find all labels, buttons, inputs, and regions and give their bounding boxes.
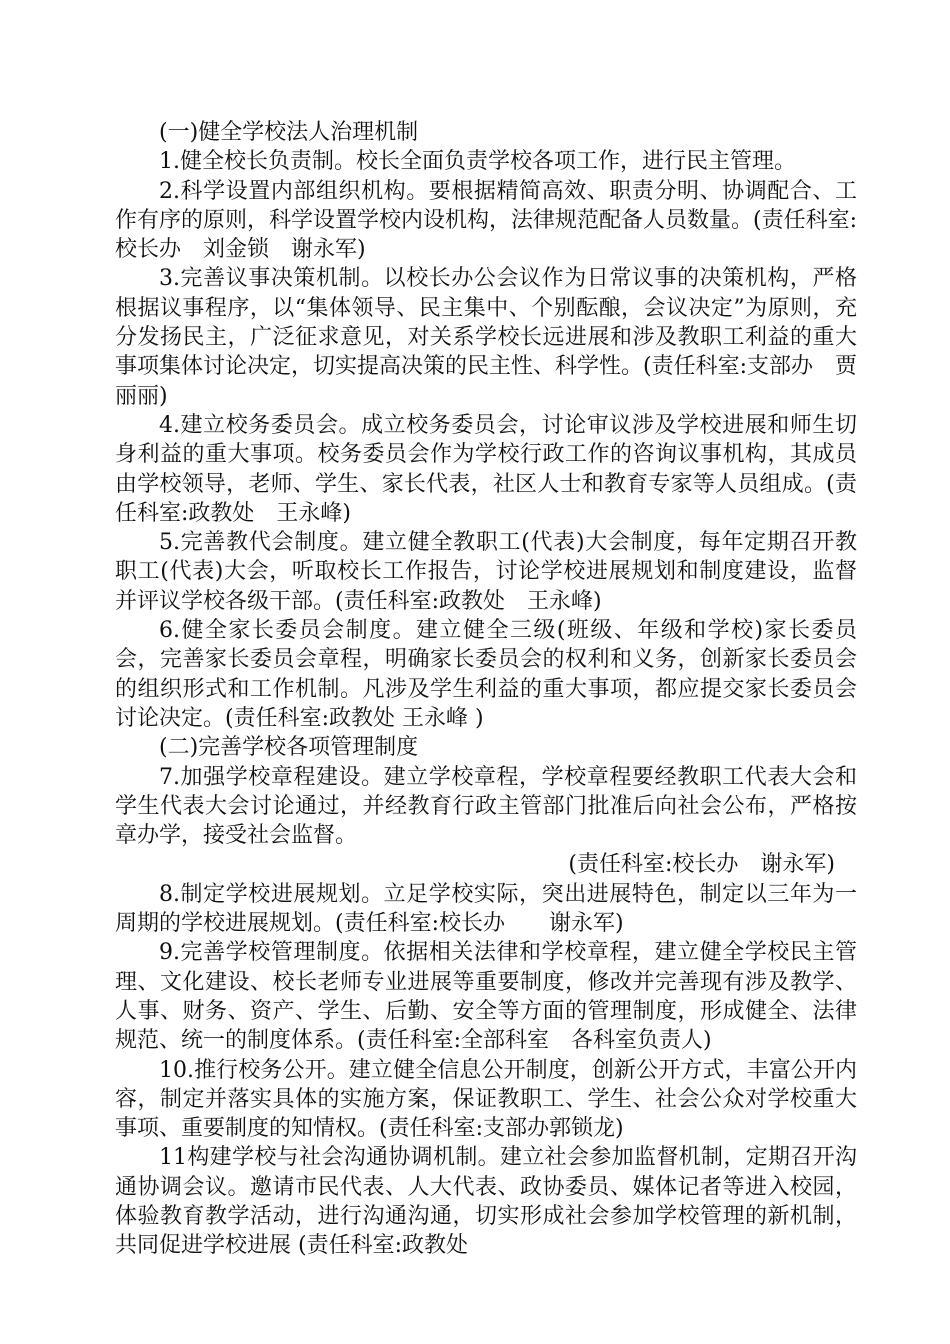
paragraph-9: 9.完善学校管理制度。依据相关法律和学校章程，建立健全学校民主管理、文化建设、校长老师专业进展等重要制度，修改并完善现有涉及教学、人事、财务、资产、学生、后勤、安全等方面的管理制度，形成健全、法律规范、统一的制度体系。(责任科室:全部科室 各科室负责人) xyxy=(115,940,857,1054)
section-heading-2: (二)完善学校各项管理制度 xyxy=(159,735,419,761)
paragraph-7-responsibility: (责任科室:校长办 谢永军) xyxy=(568,852,835,878)
paragraph-1: 1.健全校长负责制。校长全面负责学校各项工作，进行民主管理。 xyxy=(159,149,796,175)
document-body xyxy=(115,118,857,1261)
paragraph-5: 5.完善教代会制度。建立健全教职工(代表)大会制度，每年定期召开教职工(代表)大会，听取校长工作报告，讨论学校进展规划和制度建设，监督并评议学校各级干部。(责任科室:政教处 王永峰) xyxy=(115,530,857,614)
section-heading-1: (一)健全学校法人治理机制 xyxy=(159,120,419,145)
paragraph-2: 2.科学设置内部组织机构。要根据精简高效、职责分明、协调配合、工作有序的原则，科学设置学校内设机构，法律规范配备人员数量。(责任科室:校长办 刘金锁 谢永军) xyxy=(115,178,857,263)
paragraph-8: 8.制定学校进展规划。立足学校实际，突出进展特色，制定以三年为一周期的学校进展规划。(责任科室:校长办 谢永军) xyxy=(115,881,857,937)
paragraph-3: 3.完善议事决策机制。以校长办公会议作为日常议事的决策机构，严格根据议事程序，以“集体领导、民主集中、个别酝酿，会议决定”为原则，充分发扬民主，广泛征求意见，对关系学校长远进展和涉及教职工利益的重大事项集体讨论决定，切实提高决策的民主性、科学性。(责任科室:支部办 贾丽丽) xyxy=(115,266,857,409)
paragraph-10: 10.推行校务公开。建立健全信息公开制度，创新公开方式，丰富公开内容，制定并落实具体的实施方案，保证教职工、学生、社会公众对学校重大事项、重要制度的知情权。(责任科室:支部办郭锁龙) xyxy=(115,1057,857,1142)
paragraph-4: 4.建立校务委员会。成立校务委员会，讨论审议涉及学校进展和师生切身利益的重大事项。校务委员会作为学校行政工作的咨询议事机构，其成员由学校领导，老师、学生、家长代表，社区人士和教育专家等人员组成。(责任科室:政教处 王永峰) xyxy=(115,412,857,526)
paragraph-6: 6.健全家长委员会制度。建立健全三级(班级、年级和学校)家长委员会，完善家长委员会章程，明确家长委员会的权利和义务，创新家长委员会的组织形式和工作机制。凡涉及学生利益的重大事项，都应提交家长委员会讨论决定。(责任科室:政教处 王永峰 ) xyxy=(115,618,857,731)
paragraph-11: 11构建学校与社会沟通协调机制。建立社会参加监督机制，定期召开沟通协调会议。邀请市民代表、人大代表、政协委员、媒体记者等进入校园，体验教育教学活动，进行沟通沟通，切实形成社会参加学校管理的新机制，共同促进学校进展 (责任科室:政教处 xyxy=(115,1145,857,1259)
paragraph-7: 7.加强学校章程建设。建立学校章程，学校章程要经教职工代表大会和学生代表大会讨论通过，并经教育行政主管部门批准后向社会公布，严格按章办学，接受社会监督。 xyxy=(115,764,857,849)
